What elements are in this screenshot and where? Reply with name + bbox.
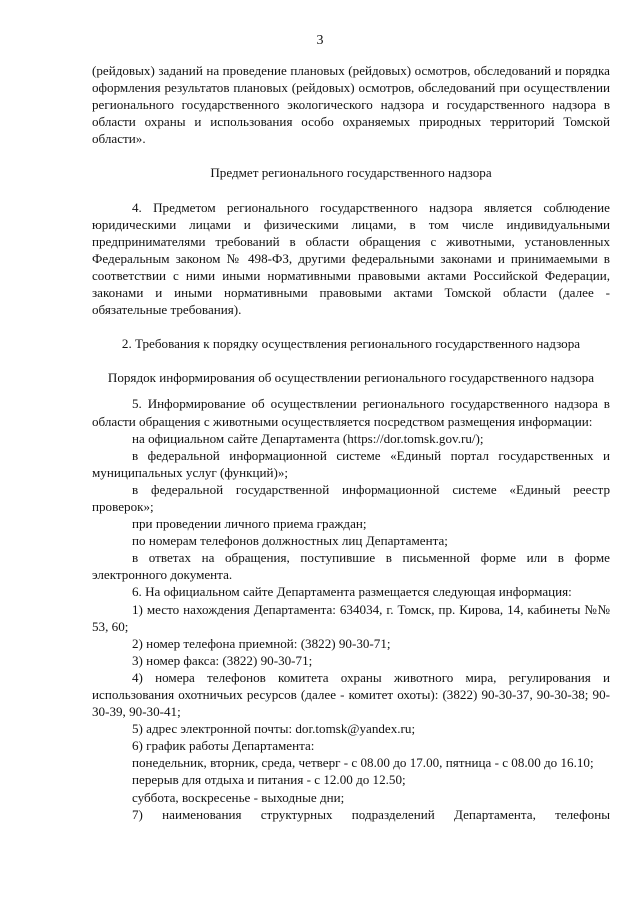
schedule-line: суббота, воскресенье - выходные дни;: [132, 789, 345, 805]
schedule-line: перерыв для отдыха и питания - с 12.00 до 12.50;: [132, 772, 406, 788]
inform-channel: на официальном сайте Департамента (https://dor.tomsk.gov.ru/);: [132, 430, 484, 446]
paragraph-5: 5. Информирование об осуществлении регионального государственного надзора в области обращения с животными осуществляется посредством размещения информации:: [92, 396, 610, 429]
intro-paragraph: (рейдовых) заданий на проведение плановых (рейдовых) осмотров, обследований и порядка оформления результатов плановых (рейдовых) осмотров, обследований при осуществлении регионального государственного экологического надзора и государственного надзора в области охраны и использования особо охраняемых природных территорий Томской области».: [92, 63, 610, 147]
section-2-heading: 2. Требования к порядку осуществления регионального государственного надзора: [121, 336, 581, 352]
heading-subject: Предмет регионального государственного надзора: [210, 165, 492, 181]
site-item: 3) номер факса: (3822) 90-30-71;: [132, 652, 313, 668]
paragraph-4: 4. Предметом регионального государственного надзора является соблюдение юридическими лицами и физическими лицами, в том числе индивидуальными предпринимателями требований в области обращения с животными, установленных Федеральным законом № 498-ФЗ, другими федеральными законами и принимаемыми в соответствии с ними иными нормативными правовыми актами Российской Федерации, законами и иными нормативными правовыми актами Томской области (далее - обязательные требования).: [92, 199, 610, 318]
site-item: 5) адрес электронной почты: dor.tomsk@yandex.ru;: [132, 721, 416, 737]
item-7-partial: 7) наименования структурных подразделений Департамента, телефоны: [132, 806, 610, 822]
inform-channel: по номерам телефонов должностных лиц Департамента;: [132, 533, 448, 549]
inform-channel: при проведении личного приема граждан;: [132, 516, 367, 532]
site-item: 4) номера телефонов комитета охраны животного мира, регулирования и использования охотничьих ресурсов (далее - комитет охоты): (3822) 90-30-37, 90-30-38; 90-30-39, 90-30-41;: [92, 669, 610, 720]
inform-channel: в федеральной государственной информационной системе «Единый реестр проверок»;: [92, 481, 610, 514]
paragraph-6: 6. На официальном сайте Департамента размещается следующая информация:: [132, 584, 572, 600]
inform-channel: в ответах на обращения, поступившие в письменной форме или в форме электронного документа.: [92, 550, 610, 583]
site-item: 1) место нахождения Департамента: 634034, г. Томск, пр. Кирова, 14, кабинеты №№ 53, 60;: [92, 601, 610, 634]
schedule-line: понедельник, вторник, среда, четверг - с 08.00 до 17.00, пятница - с 08.00 до 16.10;: [132, 755, 594, 771]
site-item: 6) график работы Департамента:: [132, 738, 315, 754]
page-number: 3: [316, 33, 324, 48]
document-body: [92, 62, 610, 823]
inform-channel: в федеральной информационной системе «Единый портал государственных и муниципальных услуг (функций)»;: [92, 447, 610, 480]
site-item: 2) номер телефона приемной: (3822) 90-30-71;: [132, 635, 391, 651]
heading-informing: Порядок информирования об осуществлении регионального государственного надзора: [107, 370, 595, 386]
